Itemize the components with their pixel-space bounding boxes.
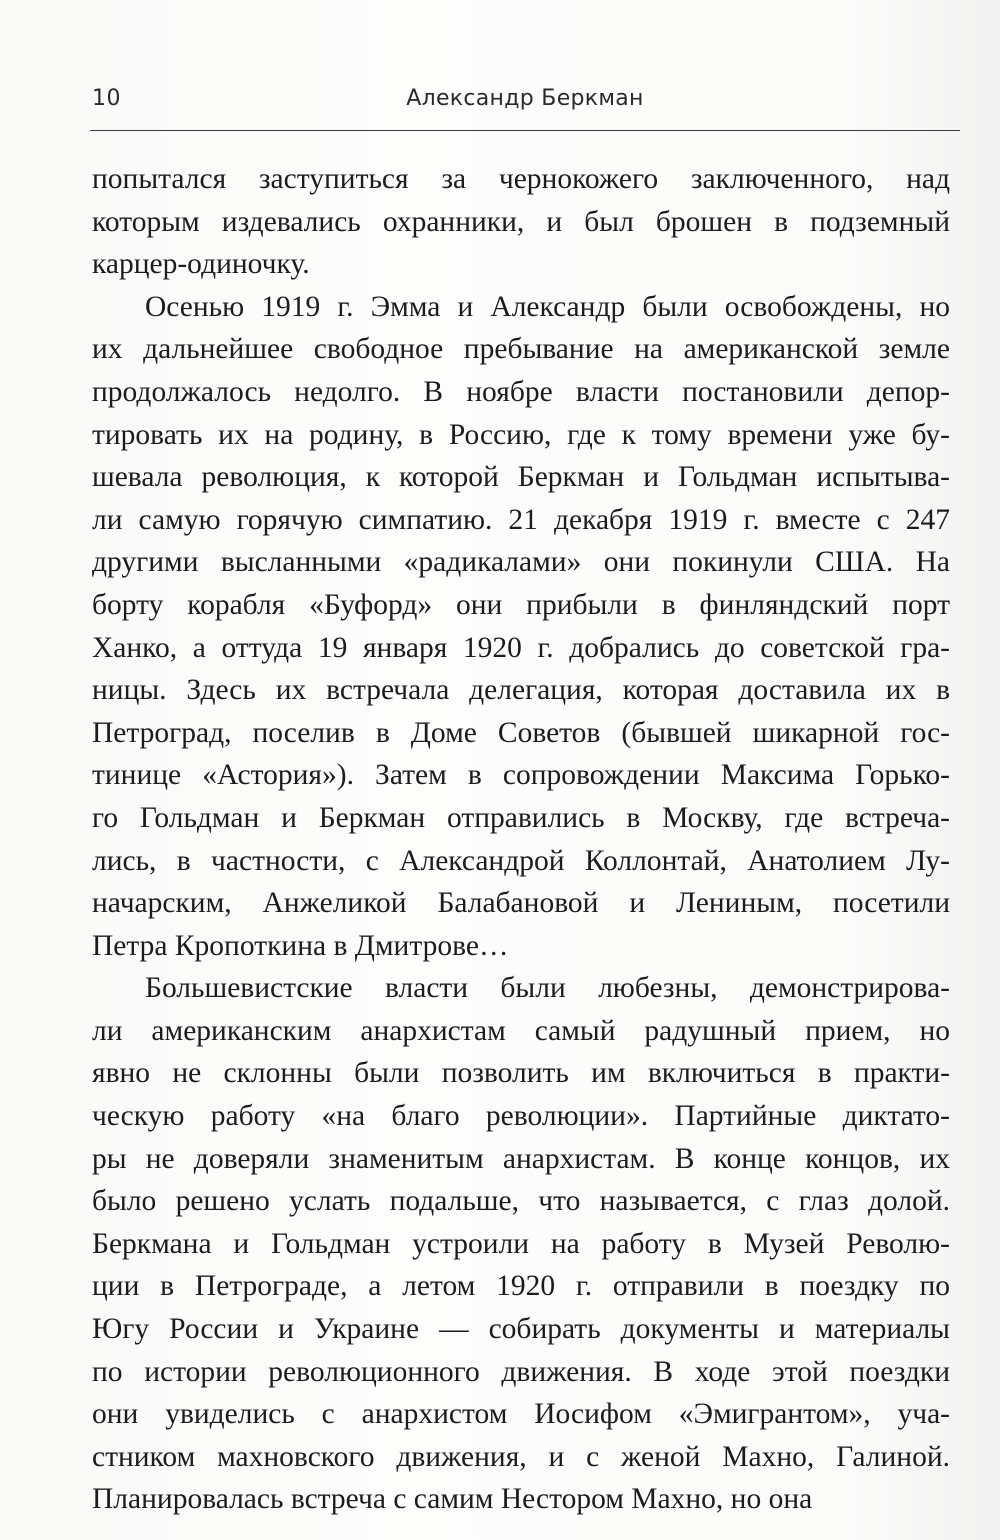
text-line: ческую работу «на благо революции». Партийные диктато- (92, 1100, 950, 1133)
header-rule (90, 130, 960, 131)
text-line: было решено услать подальше, что называется, с глаз долой. (92, 1185, 950, 1218)
text-line: Планировалась встреча с самим Нестором Махно, но она (92, 1483, 813, 1516)
text-line: продолжалось недолго. В ноябре власти постановили депор- (92, 375, 950, 408)
running-head (92, 86, 958, 126)
body-text (92, 158, 950, 1521)
paragraph (92, 286, 950, 968)
text-line: карцер-одиночку. (92, 248, 310, 281)
text-line: ры не доверяли знаменитым анархистам. В конце концов, их (92, 1142, 950, 1175)
text-line: ницы. Здесь их встречала делегация, которая доставила их в (92, 674, 950, 707)
text-line: тинице «Астория»). Затем в сопровождении Максима Горько- (92, 759, 950, 792)
text-line: шевала революция, к которой Беркман и Гольдман испытыва- (92, 461, 950, 494)
text-line: ли американским анархистам самый радушный прием, но (92, 1014, 950, 1047)
text-line: ции в Петрограде, а летом 1920 г. отправили в поездку по (92, 1270, 950, 1303)
text-line: Осенью 1919 г. Эмма и Александр были освобождены, но (145, 290, 950, 323)
text-line: они увиделись с анархистом Иосифом «Эмигрантом», уча- (92, 1398, 950, 1431)
text-line: Югу России и Украине — собирать документы и материалы (92, 1313, 950, 1346)
paragraph (92, 967, 950, 1521)
text-line: явно не склонны были позволить им включиться в практи- (92, 1057, 950, 1090)
text-line: Петра Кропоткина в Дмитрове… (92, 929, 509, 962)
text-line: Большевистские власти были любезны, демонстрирова- (145, 972, 950, 1005)
paragraph (92, 158, 950, 286)
running-head-author: Александр Беркман (406, 86, 644, 111)
text-line: другими высланными «радикалами» они покинули США. На (92, 546, 950, 579)
text-line: Ханко, а оттуда 19 января 1920 г. добрались до советской гра- (92, 631, 950, 664)
text-line: стником махновского движения, и с женой Махно, Галиной. (92, 1440, 950, 1473)
page-number: 10 (92, 86, 121, 111)
text-line: начарским, Анжеликой Балабановой и Лениным, посетили (92, 887, 950, 920)
text-line: Петроград, поселив в Доме Советов (бывшей шикарной гос- (92, 716, 950, 749)
text-line: борту корабля «Буфорд» они прибыли в финляндский порт (92, 588, 950, 621)
text-line: по истории революционного движения. В ходе этой поездки (92, 1355, 950, 1388)
text-line: го Гольдман и Беркман отправились в Москву, где встреча- (92, 801, 950, 834)
text-line: попытался заступиться за чернокожего заключенного, над (92, 163, 950, 195)
text-line: их дальнейшее свободное пребывание на американской земле (92, 333, 950, 366)
text-line: Беркмана и Гольдман устроили на работу в Музей Револю- (92, 1227, 950, 1260)
text-line: лись, в частности, с Александрой Коллонтай, Анатолием Лу- (92, 844, 950, 877)
text-line: которым издевались охранники, и был брошен в подземный (92, 205, 950, 238)
text-line: ли самую горячую симпатию. 21 декабря 1919 г. вместе с 247 (92, 503, 950, 536)
text-line: тировать их на родину, в Россию, где к тому времени уже бу- (92, 418, 950, 451)
